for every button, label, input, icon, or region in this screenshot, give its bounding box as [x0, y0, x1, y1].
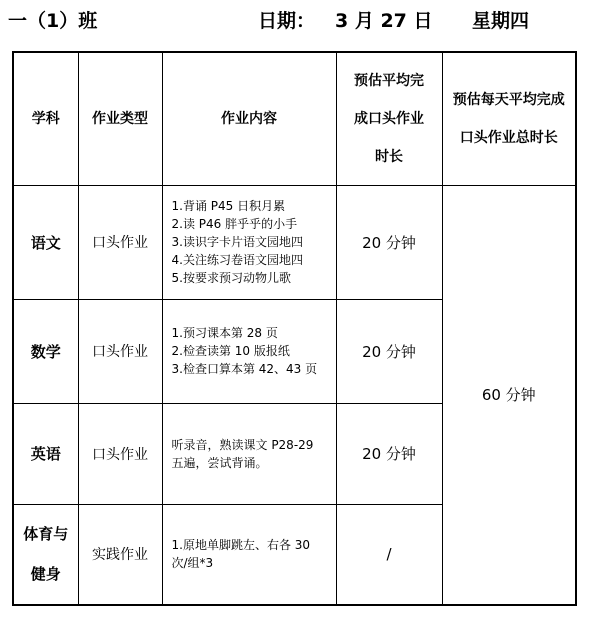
content-line: 1.背诵 P45 日积月累: [171, 199, 286, 213]
row-content: [162, 299, 336, 403]
row-subject: 语文: [13, 185, 78, 299]
date-value: 3 月 27 日: [335, 10, 433, 32]
row-content: [162, 403, 336, 504]
header-total-time-line: 口头作业总时长: [459, 129, 558, 146]
content-line: 3.读识字卡片语文园地四: [171, 235, 303, 249]
row-duration: 20 分钟: [336, 299, 442, 403]
table-header-row: [13, 52, 576, 185]
header-subject: 学科: [13, 52, 78, 185]
content-line: 1.原地单脚跳左、右各 30: [171, 538, 311, 553]
content-line: 4.关注练习卷语文园地四: [171, 253, 303, 267]
row-type: 口头作业: [78, 185, 162, 299]
row-subject: [13, 504, 78, 605]
content-line: 五遍，尝试背诵。: [171, 455, 268, 470]
header-type: 作业类型: [78, 52, 162, 185]
content-line: 2.检查读第 10 版报纸: [171, 344, 290, 358]
header-avg-time-line: 成口头作业: [354, 110, 424, 127]
content-line: 1.预习课本第 28 页: [171, 326, 278, 340]
header-total-time-line: 预估每天平均完成: [452, 91, 565, 108]
page-header: [0, 4, 590, 34]
table-row: [13, 185, 576, 299]
header-content: 作业内容: [162, 52, 336, 185]
row-type: 实践作业: [78, 504, 162, 605]
content-line: 听录音，熟读课文 P28-29: [171, 437, 314, 452]
total-duration: 60 分钟: [442, 185, 576, 605]
header-total-time: [442, 52, 576, 185]
row-subject: 英语: [13, 403, 78, 504]
header-avg-time-line: 预估平均完: [354, 72, 424, 89]
class-name: 一（1）班: [8, 10, 98, 32]
weekday: 星期四: [472, 10, 530, 32]
row-duration: /: [336, 504, 442, 605]
row-type: 口头作业: [78, 299, 162, 403]
homework-table: [12, 51, 577, 606]
content-line: 3.检查口算本第 42、43 页: [171, 362, 318, 376]
content-line: 5.按要求预习动物儿歌: [171, 271, 291, 285]
row-duration: 20 分钟: [336, 185, 442, 299]
row-content: [162, 504, 336, 605]
date-label: 日期：: [258, 10, 316, 32]
row-type: 口头作业: [78, 403, 162, 504]
header-avg-time-line: 时长: [375, 148, 403, 165]
header-avg-time: [336, 52, 442, 185]
row-content: [162, 185, 336, 299]
row-subject: 数学: [13, 299, 78, 403]
subject-line: 体育与: [23, 525, 69, 544]
content-line: 2.读 P46 胖乎乎的小手: [171, 217, 298, 231]
subject-line: 健身: [30, 565, 61, 584]
content-line: 次/组*3: [171, 556, 214, 571]
row-duration: 20 分钟: [336, 403, 442, 504]
